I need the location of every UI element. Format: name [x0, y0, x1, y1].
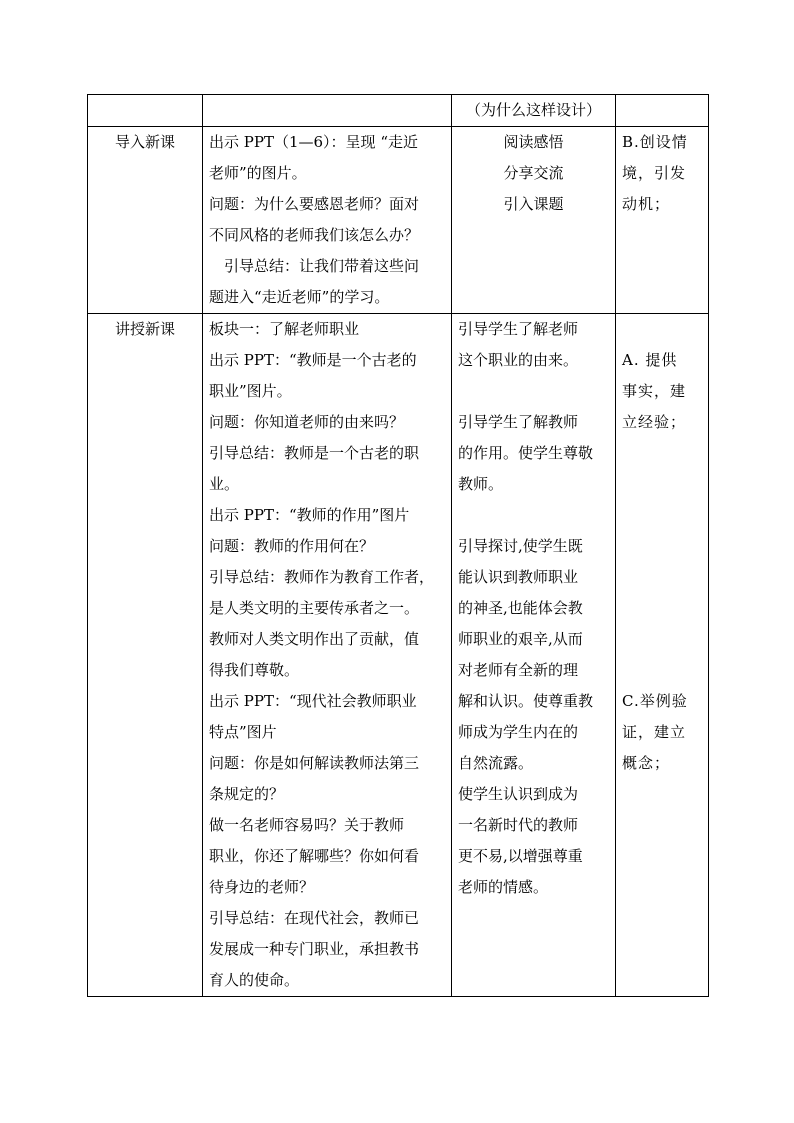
activity-line: 题进入“走近老师”的学习。	[209, 288, 390, 306]
stage-cell	[88, 127, 203, 314]
table-row	[88, 127, 709, 314]
note-cell	[616, 127, 709, 314]
header-cell-activity	[203, 95, 452, 127]
spacer	[622, 655, 702, 686]
note-line: 事实，建	[622, 382, 687, 400]
activity-line: 板块一：了解老师职业	[209, 320, 360, 338]
design-line: 引导探讨,使学生既	[458, 537, 583, 555]
note-line: 境，引发	[622, 164, 687, 182]
activity-line: 问题：你是如何解读教师法第三	[209, 754, 420, 772]
activity-line: 不同风格的老师我们该怎么办？	[209, 226, 420, 244]
design-line: 师职业的艰辛,从而	[458, 630, 583, 648]
stage-label: 讲授新课	[114, 320, 175, 338]
design-line: 解和认识。使尊重教	[458, 692, 594, 710]
activity-line: 职业”图片。	[209, 382, 292, 400]
activity-line: 做一名老师容易吗？关于教师	[209, 816, 405, 834]
activity-line: 教师对人类文明作出了贡献，值	[209, 630, 420, 648]
design-cell	[452, 127, 616, 314]
activity-line: 出示 PPT（1—6）：呈现 “走近	[209, 133, 418, 151]
spacer	[622, 469, 702, 500]
activity-line: 出示 PPT：“教师的作用”图片	[209, 506, 410, 524]
design-line: 引导学生了解老师	[458, 320, 579, 338]
spacer	[622, 500, 702, 531]
activity-line: 发展成一种专门职业，承担教书	[209, 940, 420, 958]
spacer	[458, 376, 609, 407]
spacer	[622, 624, 702, 655]
note-line: 动机；	[622, 195, 671, 213]
design-line: 的作用。使学生尊敬	[458, 444, 594, 462]
note-cell	[616, 314, 709, 997]
activity-line: 引导总结：让我们带着这些问	[224, 257, 420, 275]
activity-line: 问题：你知道老师的由来吗？	[209, 413, 405, 431]
header-cell-stage	[88, 95, 203, 127]
note-line: B.创设情	[622, 133, 688, 151]
activity-line: 出示 PPT：“现代社会教师职业	[209, 692, 417, 710]
stage-label: 导入新课	[114, 133, 175, 151]
activity-line: 业。	[209, 475, 240, 493]
design-line: 使学生认识到成为	[458, 785, 579, 803]
activity-line: 老师”的图片。	[209, 164, 307, 182]
note-line: C.举例验	[622, 692, 688, 710]
note-line: A. 提供	[622, 351, 678, 369]
header-cell-note	[616, 95, 709, 127]
spacer	[458, 500, 609, 531]
design-line: 师成为学生内在的	[458, 723, 579, 741]
activity-line: 得我们尊敬。	[209, 661, 300, 679]
activity-line: 引导总结：教师是一个古老的职	[209, 444, 420, 462]
activity-line: 条规定的？	[209, 785, 285, 803]
table-row	[88, 314, 709, 997]
activity-line: 育人的使命。	[209, 971, 300, 989]
design-line: 一名新时代的教师	[458, 816, 579, 834]
activity-line: 出示 PPT：“教师是一个古老的	[209, 351, 417, 369]
note-line: 立经验；	[622, 413, 687, 431]
design-line: 阅读感悟	[503, 133, 564, 151]
design-line: 能认识到教师职业	[458, 568, 579, 586]
spacer	[622, 438, 702, 469]
activity-cell	[203, 314, 452, 997]
activity-line: 是人类文明的主要传承者之一。	[209, 599, 420, 617]
activity-line: 引导总结：在现代社会，教师已	[209, 909, 420, 927]
activity-line: 引导总结：教师作为教育工作者，	[209, 568, 435, 586]
design-line: 分享交流	[503, 164, 564, 182]
design-cell	[452, 314, 616, 997]
design-line: 教师。	[458, 475, 504, 493]
activity-line: 问题：教师的作用何在？	[209, 537, 375, 555]
design-line: 自然流露。	[458, 754, 534, 772]
design-line: 老师的情感。	[458, 878, 549, 896]
design-line: 的神圣,也能体会教	[458, 599, 583, 617]
stage-cell	[88, 314, 203, 997]
spacer	[622, 562, 702, 593]
spacer	[622, 314, 702, 345]
activity-line: 问题：为什么要感恩老师？面对	[209, 195, 420, 213]
design-line: 引入课题	[503, 195, 564, 213]
design-line: 对老师有全新的理	[458, 661, 579, 679]
table-header-row	[88, 95, 709, 127]
spacer	[622, 531, 702, 562]
design-line: 更不易,以增强尊重	[458, 847, 583, 865]
activity-line: 待身边的老师？	[209, 878, 315, 896]
activity-line: 特点”图片	[209, 723, 277, 741]
activity-line: 职业，你还了解哪些？你如何看	[209, 847, 420, 865]
design-line: 引导学生了解教师	[458, 413, 579, 431]
note-line: 概念；	[622, 754, 671, 772]
spacer	[622, 593, 702, 624]
design-line: 这个职业的由来。	[458, 351, 579, 369]
activity-cell	[203, 127, 452, 314]
lesson-plan-table	[87, 94, 709, 997]
note-line: 证，建立	[622, 723, 687, 741]
header-cell-design: （为什么这样设计）	[452, 95, 616, 127]
